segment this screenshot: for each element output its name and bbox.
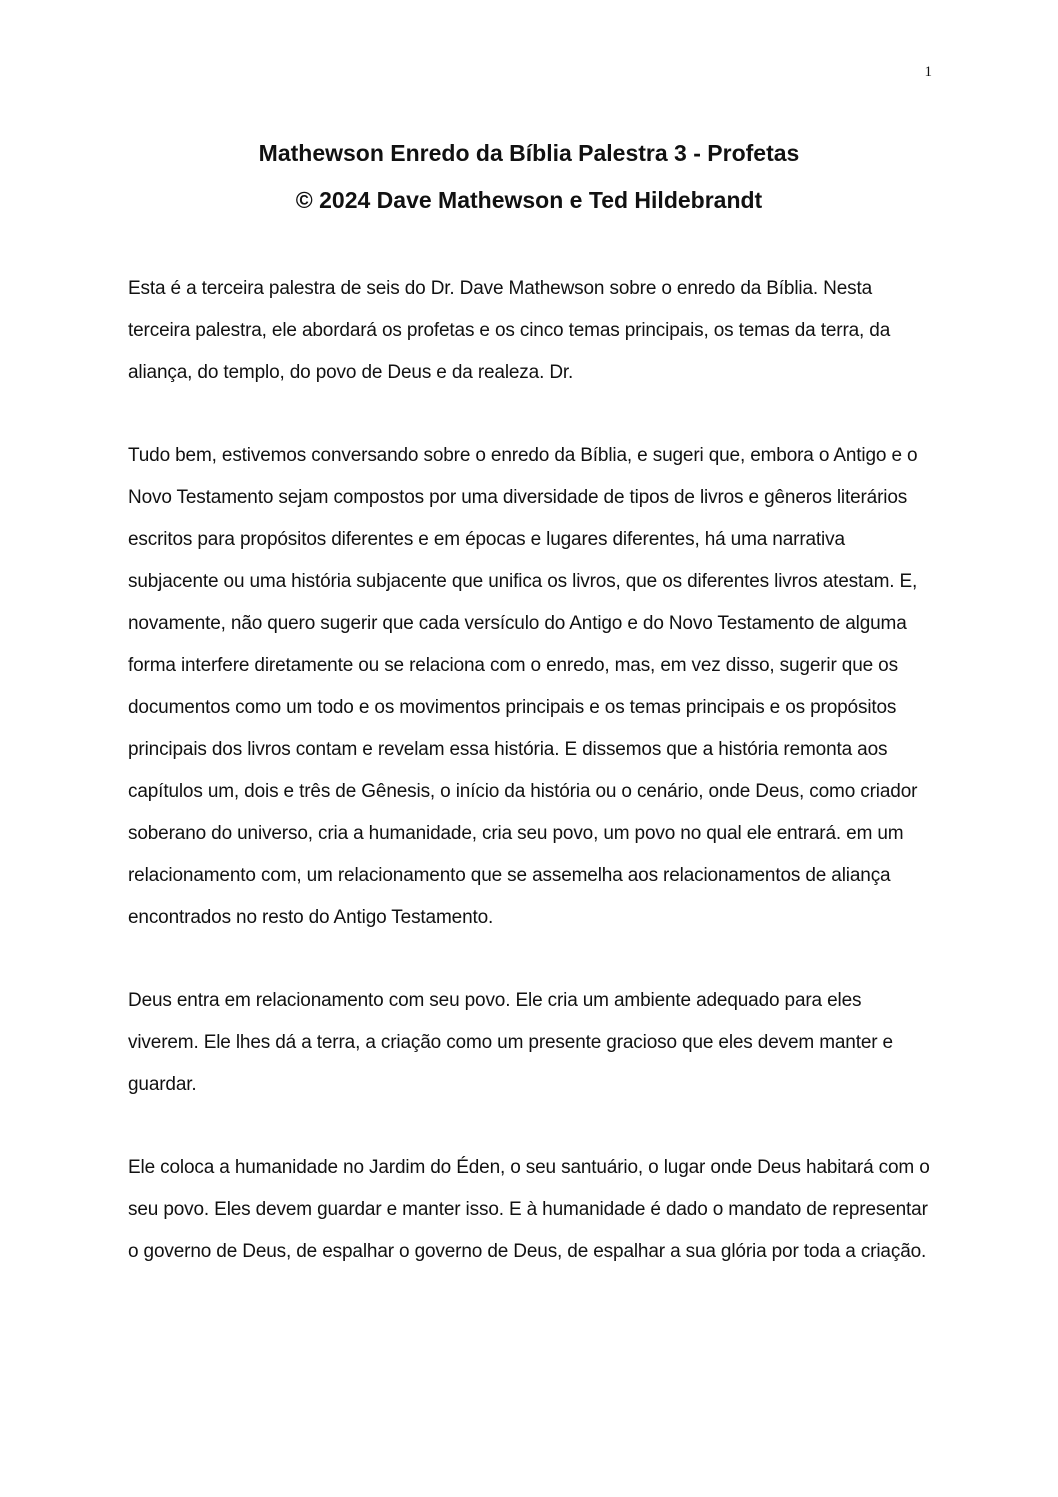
page-number: 1 [924, 64, 932, 80]
paragraph-intro: Esta é a terceira palestra de seis do Dr. Dave Mathewson sobre o enredo da Bíblia. Nesta terceira palestra, ele abordará os profetas e os cinco temas principais, os temas da terra, da aliança, do templo, do povo de Deus e da realeza. Dr. [128, 278, 891, 383]
copyright-line: © 2024 Dave Mathewson e Ted Hildebrandt [295, 187, 763, 213]
paragraph-relationship: Deus entra em relacionamento com seu povo. Ele cria um ambiente adequado para eles viverem. Ele lhes dá a terra, a criação como um presente gracioso que eles devem manter e guardar. [128, 990, 893, 1095]
paragraph-storyline: Tudo bem, estivemos conversando sobre o enredo da Bíblia, e sugeri que, embora o Antigo e o Novo Testamento sejam compostos por uma diversidade de tipos de livros e gêneros literários escritos para propósitos diferentes e em épocas e lugares diferentes, há uma narrativa subjacente ou uma história subjacente que unifica os livros, que os diferentes livros atestam. E, novamente, não quero sugerir que cada versículo do Antigo e do Novo Testamento de alguma forma interfere diretamente ou se relaciona com o enredo, mas, em vez disso, sugerir que os documentos como um todo e os movimentos principais e os temas principais e os propósitos principais dos livros contam e revelam essa história. E dissemos que a história remonta aos capítulos um, dois e três de Gênesis, o início da história ou o cenário, onde Deus, como criador soberano do universo, cria a humanidade, cria seu povo, um povo no qual ele entrará. em um relacionamento com, um relacionamento que se assemelha aos relacionamentos de aliança encontrados no resto do Antigo Testamento. [128, 445, 918, 928]
title-block [0, 130, 1058, 224]
document-title: Mathewson Enredo da Bíblia Palestra 3 - Profetas [258, 140, 800, 166]
paragraph-eden: Ele coloca a humanidade no Jardim do Éden, o seu santuário, o lugar onde Deus habitará com o seu povo. Eles devem guardar e manter isso. E à humanidade é dado o mandato de representar o governo de Deus, de espalhar o governo de Deus, de espalhar a sua glória por toda a criação. [128, 1157, 930, 1262]
body-text [128, 268, 936, 1314]
